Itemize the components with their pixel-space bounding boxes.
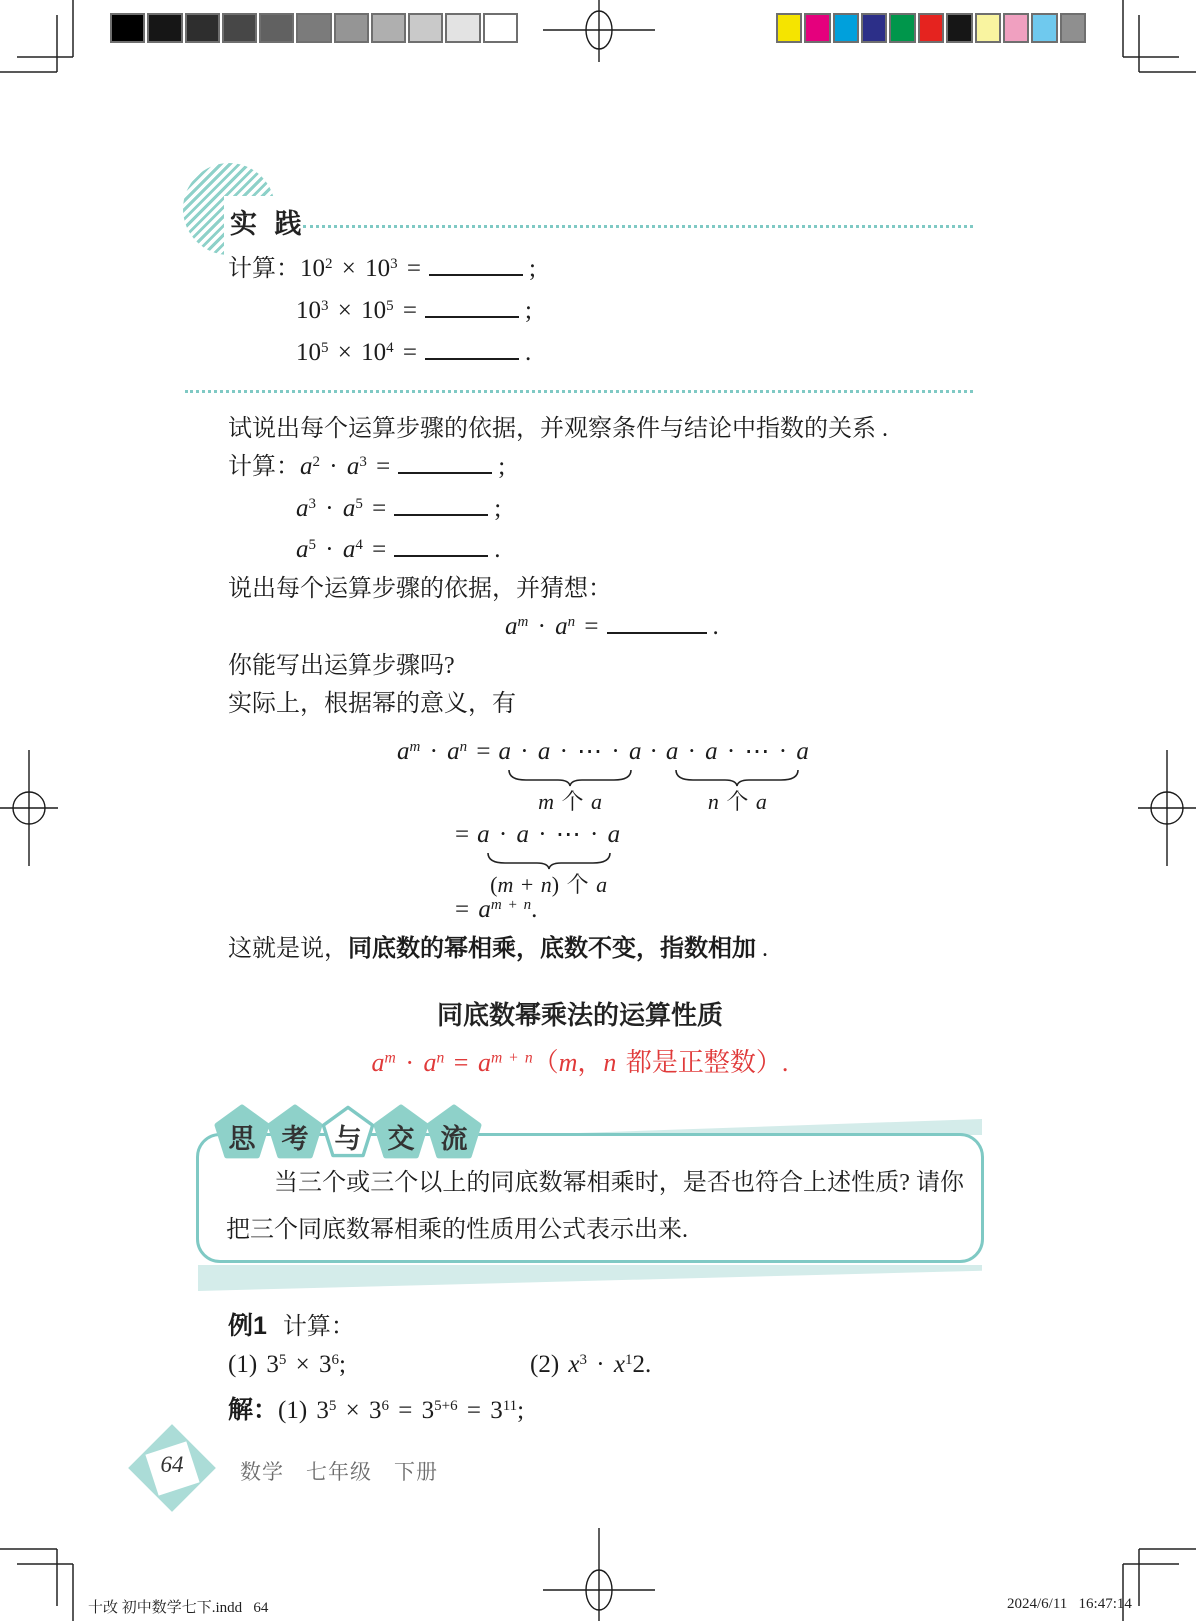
example-calc-label: 计算：	[282, 1314, 355, 1340]
color-calibration-bar	[776, 13, 1086, 43]
calibration-swatch	[804, 13, 830, 43]
guess-formula-row	[505, 610, 719, 644]
badge-char: 考	[281, 1124, 309, 1154]
calibration-swatch	[975, 13, 1001, 43]
registration-mark-icon	[539, 1528, 659, 1621]
think-badge	[373, 1102, 429, 1162]
punctuation: ;	[498, 453, 506, 480]
conclusion-suffix: .	[756, 936, 768, 962]
blank-line	[425, 316, 519, 318]
calibration-swatch	[833, 13, 859, 43]
conclusion-paragraph	[228, 932, 988, 966]
blank-line	[398, 472, 492, 474]
think-badge	[267, 1102, 323, 1162]
math-expression: $a^m \cdot a^n$ =	[397, 738, 491, 765]
think-box-text: 当三个或三个以上的同底数幂相乘时，是否也符合上述性质? 请你把三个同底数幂相乘的性质用公式表示出来.	[226, 1170, 964, 1243]
example-item-1: (1) $3^5 \times 3^6$;	[228, 1351, 346, 1378]
calc-label: 计算：	[228, 454, 300, 480]
calibration-swatch	[918, 13, 944, 43]
practice-calc-row	[296, 336, 531, 370]
equals-sign: =	[455, 821, 470, 848]
blank-line	[394, 555, 488, 557]
property-title: 同底数幂乘法的运算性质	[436, 1000, 723, 1030]
punctuation: ;	[524, 297, 532, 324]
punctuation: .	[712, 613, 719, 640]
registration-mark-icon	[539, 0, 659, 64]
example-title-row	[228, 1306, 355, 1344]
calibration-swatch	[185, 13, 220, 43]
derivation-row-2	[455, 818, 628, 898]
underbrace-label: m 个 a	[538, 789, 602, 814]
math-expression: $a^3 \cdot a^5$ =	[296, 495, 387, 522]
steps-paragraph: 说出每个运算步骤的依据，并猜想：	[228, 576, 612, 602]
decorative-wedge	[198, 1265, 982, 1291]
math-expression: a · a · ⋯ · a	[477, 821, 621, 848]
underbrace-group	[666, 735, 809, 815]
practice-calc-row	[228, 252, 536, 286]
math-expression: $a^5 \cdot a^4$ =	[296, 536, 387, 563]
solution-label: 解：	[228, 1396, 279, 1424]
calibration-swatch	[110, 13, 145, 43]
example-item-2: (2) $x^3 \cdot x^12$.	[530, 1351, 652, 1378]
solution-expression: (1) $3^5 \times 3^6 = 3^{5+6} = 3^{11}$;	[278, 1397, 525, 1424]
conclusion-prefix: 这就是说，	[228, 936, 348, 962]
practice-section-title: 实 践	[230, 209, 307, 239]
conclusion-bold-text: 同底数的幂相乘，底数不变，指数相加	[348, 935, 756, 962]
crop-mark-icon	[0, 0, 100, 100]
crop-mark-icon	[0, 1521, 100, 1621]
registration-mark-icon	[1136, 750, 1196, 866]
practice-dotted-leader	[303, 225, 973, 228]
calibration-swatch	[334, 13, 369, 43]
question-paragraph: 你能写出运算步骤吗?	[228, 653, 455, 679]
underbrace-icon	[485, 852, 613, 870]
print-timestamp: 2024/6/11 16:47:14	[1007, 1596, 1132, 1612]
calibration-swatch	[1003, 13, 1029, 43]
underbrace-group	[499, 735, 642, 815]
derivation-row-1	[397, 735, 817, 815]
badge-char: 思	[228, 1124, 256, 1154]
file-info: 十改 初中数学七下.indd 64	[88, 1600, 269, 1616]
practice-calc-row	[296, 294, 532, 328]
math-expression: $a^2 \cdot a^3$ =	[300, 453, 391, 480]
think-badge	[320, 1102, 376, 1162]
book-title: 数学 七年级 下册	[240, 1461, 438, 1484]
math-expression: a · a · ⋯ · a	[665, 738, 809, 765]
math-expression: $a^m \cdot a^n$ =	[505, 613, 599, 640]
punctuation: .	[524, 339, 532, 366]
calibration-swatch	[483, 13, 518, 43]
underbrace-label: n 个 a	[707, 789, 767, 814]
blank-line	[425, 358, 519, 360]
calibration-swatch	[296, 13, 331, 43]
middle-dot: ·	[649, 738, 658, 765]
blank-line	[394, 514, 488, 516]
calibration-swatch	[861, 13, 887, 43]
acalc-row	[228, 450, 505, 484]
punctuation: .	[494, 536, 501, 563]
calibration-swatch	[946, 13, 972, 43]
math-expression: $10^3 \times 10^5$ =	[296, 297, 417, 324]
blank-line	[607, 632, 707, 634]
blank-line	[429, 274, 523, 276]
badge-char: 流	[440, 1124, 468, 1154]
math-expression: $10^5 \times 10^4$ =	[296, 339, 417, 366]
calibration-swatch	[1060, 13, 1086, 43]
page-number: 64	[160, 1452, 184, 1477]
acalc-row	[296, 492, 501, 526]
underbrace-icon	[506, 769, 634, 787]
math-expression: $10^2 \times 10^3$ =	[300, 255, 421, 282]
acalc-row	[296, 533, 500, 567]
calc-label: 计算：	[228, 256, 300, 282]
calibration-swatch	[776, 13, 802, 43]
calibration-swatch	[147, 13, 182, 43]
calibration-swatch	[222, 13, 257, 43]
think-badges-row	[214, 1102, 479, 1167]
calibration-swatch	[408, 13, 443, 43]
dotted-separator	[185, 390, 973, 393]
crop-mark-icon	[1096, 0, 1196, 100]
derivation-row-3: = $a^{m + n}$.	[455, 896, 538, 923]
underbrace-group	[477, 818, 620, 898]
badge-char: 与	[334, 1124, 362, 1154]
intro-paragraph: 试说出每个运算步骤的依据，并观察条件与结论中指数的关系 .	[228, 416, 888, 442]
think-badge	[214, 1102, 270, 1162]
solution-row	[228, 1390, 524, 1428]
calibration-swatch	[1031, 13, 1057, 43]
think-badge	[426, 1102, 482, 1162]
grayscale-calibration-bar	[110, 13, 518, 43]
calibration-swatch	[445, 13, 480, 43]
calibration-swatch	[889, 13, 915, 43]
example-number: 例1	[228, 1312, 267, 1340]
registration-mark-icon	[0, 750, 60, 866]
property-formula: $a^m \cdot a^n = a^{m + n}(m$，n 都是正整数）.	[371, 1048, 789, 1077]
calibration-swatch	[371, 13, 406, 43]
punctuation: ;	[494, 495, 502, 522]
math-expression: a · a · ⋯ · a	[498, 738, 642, 765]
underbrace-label: (m + n) 个 a	[490, 872, 608, 897]
meaning-paragraph: 实际上，根据幂的意义，有	[228, 691, 516, 717]
punctuation: ;	[528, 255, 536, 282]
badge-char: 交	[387, 1124, 415, 1154]
underbrace-icon	[673, 769, 801, 787]
calibration-swatch	[259, 13, 294, 43]
